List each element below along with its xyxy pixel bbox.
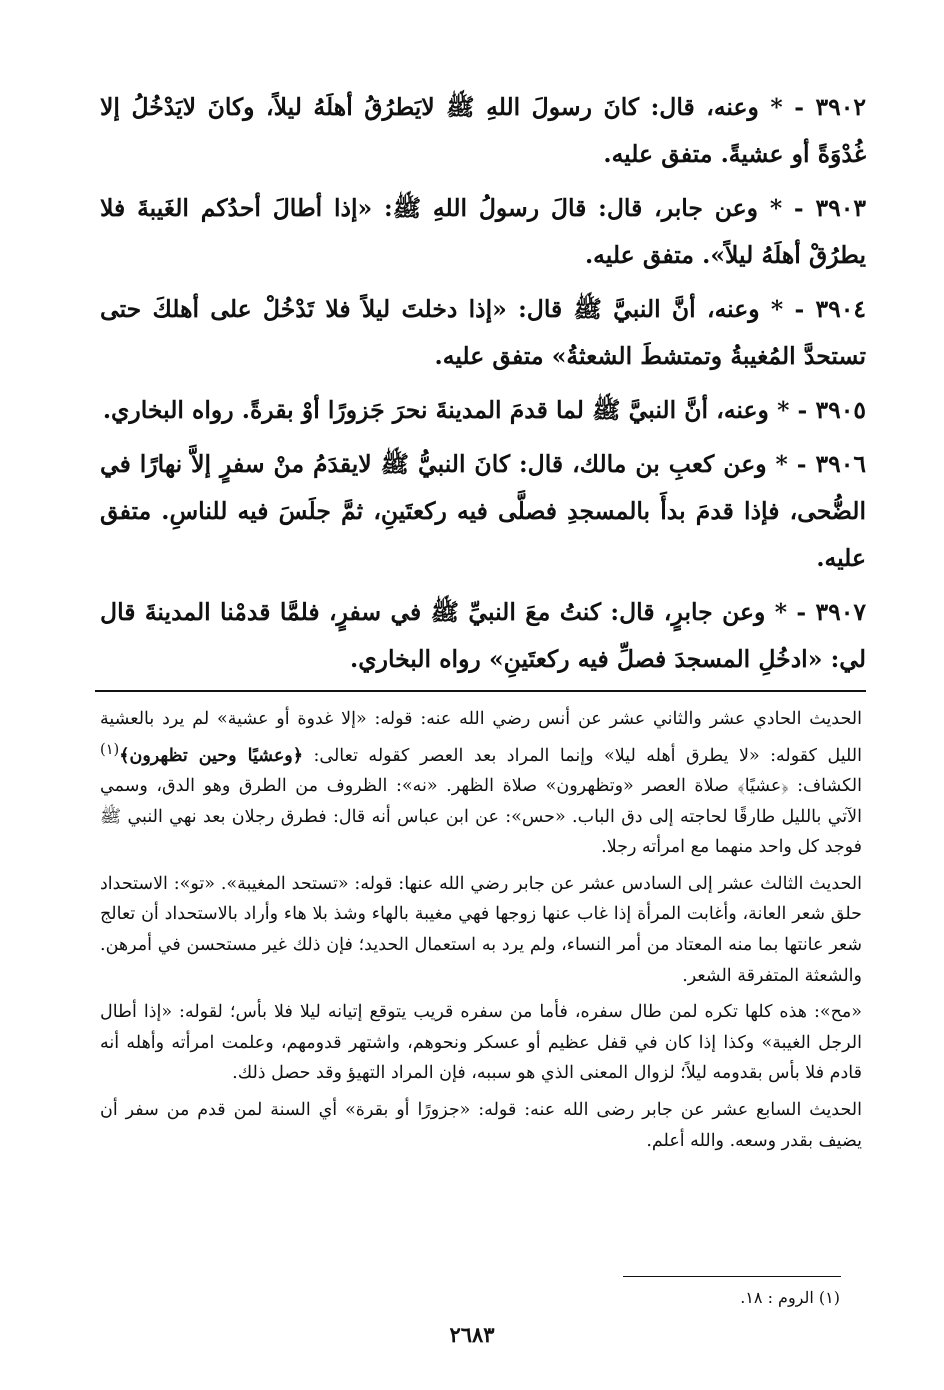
quran-quote: ﴿وعشيًا وحين تظهرون﴾ (119, 745, 303, 766)
hadith-3907: ٣٩٠٧ - * وعن جابرٍ، قال: كنتُ معَ النبيِّ ﷺ في سفرٍ، فلمَّا قدمْنا المدينةَ قال لي: «ادخُلِ المسجدَ فصلِّ فيه ركعتَينِ» رواه البخاري. (100, 598, 866, 673)
hadith-3905: ٣٩٠٥ - * وعنه، أنَّ النبيَّ ﷺ لما قدمَ المدينةَ نحرَ جَزورًا أوْ بقرةً. رواه البخاري. (102, 396, 866, 424)
hadith-3903: ٣٩٠٣ - * وعن جابر، قال: قالَ رسولُ اللهِ ﷺ: «إذا أطالَ أحدُكم الغَيبةَ فلا يطرُقْ أهلَهُ ليلاً». متفق عليه. (100, 194, 866, 269)
hadith-3902: ٣٩٠٢ - * وعنه، قال: كانَ رسولَ اللهِ ﷺ لايَطرُقُ أهلَهُ ليلاً، وكانَ لايَدْخُلُ إلا غُدْوَةً أو عشيةً. متفق عليه. (100, 93, 866, 168)
hadith-section (100, 84, 866, 690)
commentary-divider (95, 690, 866, 692)
footnote-divider (623, 1276, 841, 1277)
commentary-paragraph-3: «مح»: هذه كلها تكره لمن طال سفره، فأما من سفره قريب يتوقع إتيانه ليلا فلا بأس؛ لقوله: «إذا أطال الرجل الغيبة» وكذا إذا كان في قفل عظيم أو عسكر ونحوهم، واشتهر قدومهم، وعلمت امرأته وأهله أنه قادم فلا بأس بقدومه ليلاً؛ لزوال المعنى الذي هو سببه، فإن المراد التهيؤ وقد حصل ذلك. (100, 1002, 862, 1084)
commentary-paragraph-4: الحديث السابع عشر عن جابر رضى الله عنه: قوله: «جزورًا أو بقرة» أي السنة لمن قدم من سفر أن يضيف بقدر وسعه. والله أعلم. (100, 1099, 862, 1151)
commentary-paragraph-1: الحديث الحادي عشر والثاني عشر عن أنس رضي الله عنه: قوله: «إلا غدوة أو عشية» لم يرد بالعشية الليل كقوله: «لا يطرق أهله ليلا» وإنما المراد بعد العصر كقوله تعالى: ﴿وعشيًا وحين تظهرون﴾$^{(١)}$ الكشاف: ﴿عشيًا﴾ صلاة العصر «وتظهرون» صلاة الظهر. «نه»: الظروف من الطرق وهو الدق، وسمي الآتي بالليل طارقًا لحاجته إلى دق الباب. «حس»: عن ابن عباس أنه قال: فطرق رجلان بعد نهي النبي ﷺ فوجد كل واحد منهما مع امرأته رجلا. (100, 709, 862, 858)
footnote: (١) الروم : ١٨. (740, 1288, 840, 1307)
hadith-3906: ٣٩٠٦ - * وعن كعبِ بن مالك، قال: كانَ النبيُّ ﷺ لايقدَمُ منْ سفرٍ إلاَّ نهارًا في الضُّحى، فإذا قدمَ بدأَ بالمسجدِ فصلَّى فيه ركعتَينِ، ثمَّ جلَسَ فيه للناسِ. متفق عليه. (100, 450, 866, 572)
page-number: ٢٦٨٣ (449, 1322, 495, 1347)
hadith-3904: ٣٩٠٤ - * وعنه، أنَّ النبيَّ ﷺ قال: «إذا دخلتَ ليلاً فلا تَدْخُلْ على أهلكَ حتى تستحدَّ المُغيبةُ وتمتشطَ الشعثةُ» متفق عليه. (100, 295, 866, 370)
footnote-ref: (١) (100, 740, 120, 758)
commentary-section (100, 704, 862, 1162)
commentary-paragraph-2: الحديث الثالث عشر إلى السادس عشر عن جابر رضي الله عنها: قوله: «تستحد المغيبة». «تو»: الاستحداد حلق شعر العانة، وأغابت المرأة إذا غاب عنها زوجها فهي مغيبة بالهاء وشذ بلا هاء وأراد بالاستحداد أن تعالج شعر عانتها بما منه المعتاد من أمر النساء، ولم يرد به استعمال الحديد؛ فإن ذلك غير مستحسن في أمرهن. والشعثة المتفرقة الشعر. (100, 873, 862, 986)
